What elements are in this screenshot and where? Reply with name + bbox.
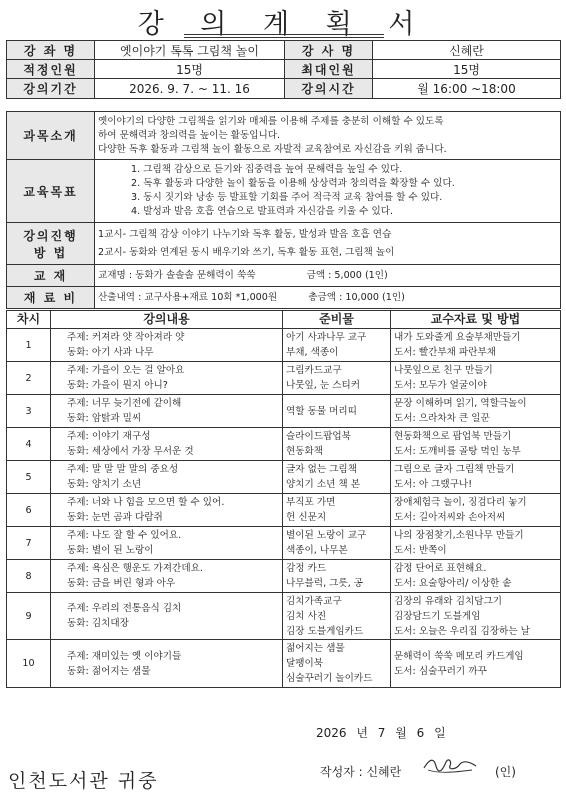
method-line: 현동화책으로 팝업북 만들기 xyxy=(394,431,512,442)
prep-line: 심술꾸러기 놀이카드 xyxy=(286,673,373,684)
content-line: 주제: 나도 잘 할 수 있어요. xyxy=(67,530,182,541)
progress-line: 1교시- 그림책 감상 이야기 나누기와 독후 활동, 발성과 발음 호흡 연습 xyxy=(98,228,392,240)
recipient-organization: 인천도서관 귀중 xyxy=(8,770,159,792)
table-row xyxy=(7,362,561,395)
method-line: 문장 이해하며 읽기, 역할극놀이 xyxy=(394,398,527,409)
method-line: 도서: 반쪽이 xyxy=(394,545,447,556)
session-content xyxy=(51,395,283,428)
prep-line: 헌 신문지 xyxy=(286,512,327,523)
method-line: 장애체험극 놀이, 징검다리 놓기 xyxy=(394,497,527,508)
session-prep xyxy=(283,461,391,494)
prep-line: 달팽이북 xyxy=(286,658,324,669)
content-line: 주제: 말 말 말 말의 중요성 xyxy=(67,464,179,475)
session-method xyxy=(391,640,561,688)
prep-line: 글자 없는 그림책 xyxy=(286,464,357,475)
content-line: 주제: 우리의 전통음식 김치 xyxy=(67,603,182,614)
content-line: 동화: 눈먼 곰과 다람쥐 xyxy=(67,512,163,523)
prep-line: 양치기 소년 책 본 xyxy=(286,479,361,490)
max-capacity-value: 15명 xyxy=(373,60,561,79)
method-line: 나뭇잎으로 친구 만들기 xyxy=(394,365,493,376)
intro-label: 과목소개 xyxy=(7,112,95,160)
session-prep xyxy=(283,428,391,461)
content-line: 동화: 젊어지는 샘물 xyxy=(67,665,151,677)
time-label: 강의시간 xyxy=(285,79,373,99)
session-method xyxy=(391,560,561,593)
session-method xyxy=(391,329,561,362)
table-row xyxy=(7,461,561,494)
session-method xyxy=(391,395,561,428)
schedule-table xyxy=(6,310,561,688)
prep-line: 김치 사진 xyxy=(286,610,327,622)
intro-line: 하여 문해력과 창의력을 높이는 활동입니다. xyxy=(98,129,281,141)
goal-line: 3. 동시 짓기와 낭송 등 발표할 기회를 주어 적극적 교육 참여를 할 수 있다. xyxy=(131,192,443,203)
time-value: 월 16:00 ~18:00 xyxy=(373,79,561,99)
session-prep xyxy=(283,593,391,640)
content-line: 동화: 세상에서 가장 무서운 것 xyxy=(67,446,194,457)
session-content xyxy=(51,593,283,640)
textbook-price: 금액 : 5,000 (1인) xyxy=(306,269,388,281)
prep-line: 김치가족교구 xyxy=(286,595,342,607)
session-method xyxy=(391,527,561,560)
materials-price: 총금액 : 10,000 (1인) xyxy=(308,291,405,303)
writer-line: 작성자 : 신혜란 xyxy=(320,765,402,779)
content-line: 주제: 이야기 재구성 xyxy=(67,431,151,442)
textbook-name: 교재명 : 동화가 솔솔솔 문해력이 쑥쑥 xyxy=(98,269,256,281)
table-row xyxy=(7,640,561,688)
col-header-session: 차시 xyxy=(7,311,51,329)
session-method xyxy=(391,428,561,461)
period-value: 2026. 9. 7. ~ 11. 16 xyxy=(95,79,285,99)
goal-line: 1. 그림책 감상으로 듣기와 집중력을 높여 문해력을 높일 수 있다. xyxy=(131,164,403,175)
method-line: 도서: 빨간부채 파란부채 xyxy=(394,347,497,358)
intro-text xyxy=(95,112,561,160)
materials-detail: 산출내역 : 교구사용+재료 10회 *1,000원 xyxy=(98,291,278,303)
prep-line: 나뭇잎, 눈 스티커 xyxy=(286,380,361,391)
progress-label-line: 방 법 xyxy=(33,245,68,260)
method-line: 도서: 오늘은 우리집 김장하는 날 xyxy=(394,625,530,637)
content-line: 주제: 커져라 얏 작아져라 얏 xyxy=(67,332,185,343)
prep-line: 그림카드교구 xyxy=(286,365,342,376)
max-capacity-label: 최대인원 xyxy=(285,60,373,79)
table-row xyxy=(7,494,561,527)
method-line: 김장의 유래와 김치담그기 xyxy=(394,595,503,607)
prep-line: 현동화책 xyxy=(286,446,324,457)
capacity-value: 15명 xyxy=(95,60,285,79)
session-prep xyxy=(283,527,391,560)
method-line: 도서: 도깨비를 골탕 먹인 농부 xyxy=(394,446,521,457)
progress-text xyxy=(95,223,561,265)
intro-line: 다양한 독후 활동과 그림책 놀이 활동으로 자발적 교육참여로 자신감을 키워 줍니다. xyxy=(98,143,447,155)
content-line: 주제: 재미있는 옛 이야기들 xyxy=(67,650,182,662)
textbook-label: 교 재 xyxy=(7,265,95,287)
session-number: 9 xyxy=(7,593,51,640)
progress-line: 2교시- 동화와 연계된 동시 배우기와 쓰기, 독후 활동 표현, 그림책 놀이 xyxy=(98,246,395,258)
prep-line: 아기 사과나무 교구 xyxy=(286,332,367,343)
session-number: 7 xyxy=(7,527,51,560)
table-row xyxy=(7,428,561,461)
document-title: 강 의 계 획 서 xyxy=(137,9,429,40)
session-content xyxy=(51,329,283,362)
method-line: 도서: 길아저씨와 손아저씨 xyxy=(394,512,506,523)
prep-line: 색종이, 나무본 xyxy=(286,545,348,556)
session-number: 6 xyxy=(7,494,51,527)
content-line: 주제: 가을이 오는 걸 알아요 xyxy=(67,365,185,376)
session-method xyxy=(391,593,561,640)
session-number: 4 xyxy=(7,428,51,461)
prep-line: 슬라이드팝업북 xyxy=(286,431,351,442)
session-number: 2 xyxy=(7,362,51,395)
prep-line: 부채, 색종이 xyxy=(286,347,339,358)
session-content xyxy=(51,527,283,560)
title-underline xyxy=(184,34,384,35)
session-method xyxy=(391,494,561,527)
period-label: 강의기간 xyxy=(7,79,95,99)
session-number: 8 xyxy=(7,560,51,593)
seal-mark: (인) xyxy=(495,765,516,779)
session-number: 10 xyxy=(7,640,51,688)
session-content xyxy=(51,362,283,395)
session-prep xyxy=(283,329,391,362)
progress-label xyxy=(7,223,95,265)
table-row xyxy=(7,560,561,593)
course-name: 옛이야기 톡톡 그림책 놀이 xyxy=(95,41,285,60)
session-prep xyxy=(283,395,391,428)
method-line: 도서: 아 그랬구나! xyxy=(394,479,473,490)
goal-line: 2. 독후 활동과 다양한 놀이 활동을 이용해 상상력과 창의력을 확장할 수 있다. xyxy=(131,178,455,189)
method-line: 도서: 모두가 얼굴이야 xyxy=(394,380,487,391)
signature-icon xyxy=(420,752,480,778)
session-number: 3 xyxy=(7,395,51,428)
session-content xyxy=(51,640,283,688)
content-line: 동화: 양치기 소년 xyxy=(67,479,142,490)
table-row xyxy=(7,593,561,640)
col-header-content: 강의내용 xyxy=(51,311,283,329)
progress-label-line: 강의진행 xyxy=(23,228,78,243)
table-row xyxy=(7,527,561,560)
method-line: 그림으로 글자 그림책 만들기 xyxy=(394,464,515,475)
prep-line: 감정 카드 xyxy=(286,563,327,574)
course-name-label: 강 좌 명 xyxy=(7,41,95,60)
prep-line: 별이된 노랑이 교구 xyxy=(286,530,367,541)
session-prep xyxy=(283,362,391,395)
content-line: 동화: 암탉과 밀씨 xyxy=(67,413,142,424)
content-line: 동화: 김치대장 xyxy=(67,618,129,629)
prep-line: 김장 도블게임카드 xyxy=(286,625,364,637)
session-prep xyxy=(283,494,391,527)
intro-line: 옛이야기의 다양한 그림책을 읽기와 매체를 이용해 주제를 충분히 이해할 수 있도록 xyxy=(98,115,444,127)
content-line: 동화: 금을 버린 형과 아우 xyxy=(67,578,176,589)
prep-line: 젊어지는 샘물 xyxy=(286,643,345,654)
col-header-prep: 준비물 xyxy=(283,311,391,329)
method-line: 문해력이 쑥쑥 메모리 카드게임 xyxy=(394,650,524,662)
session-content xyxy=(51,461,283,494)
header-table xyxy=(6,40,561,99)
prep-line: 나무블럭, 그릇, 공 xyxy=(286,578,364,589)
session-prep xyxy=(283,640,391,688)
content-line: 동화: 가을이 뭔지 아니? xyxy=(67,380,168,391)
prep-line: 부직포 가면 xyxy=(286,497,336,508)
method-line: 감정 단어로 표현해요. xyxy=(394,563,487,574)
session-content xyxy=(51,560,283,593)
method-line: 내가 도와줄게 요술부채만들기 xyxy=(394,332,521,343)
capacity-label: 적정인원 xyxy=(7,60,95,79)
goals-text xyxy=(95,160,561,223)
method-line: 나의 장점찾기,소원나무 만들기 xyxy=(394,530,524,541)
content-line: 동화: 별이 된 노랑이 xyxy=(67,545,154,556)
method-line: 김장담드기 도블게임 xyxy=(394,610,481,622)
instructor-label: 강 사 명 xyxy=(285,41,373,60)
title-underline xyxy=(184,37,384,38)
session-content xyxy=(51,428,283,461)
session-number: 5 xyxy=(7,461,51,494)
session-method xyxy=(391,362,561,395)
content-line: 동화: 아기 사과 나무 xyxy=(67,347,154,358)
goal-line: 4. 발성과 발음 호흡 연습으로 발표력과 자신감을 키울 수 있다. xyxy=(131,206,394,217)
materials-info xyxy=(95,287,561,309)
textbook-info xyxy=(95,265,561,287)
session-number: 1 xyxy=(7,329,51,362)
session-prep xyxy=(283,560,391,593)
session-method xyxy=(391,461,561,494)
materials-label: 재 료 비 xyxy=(7,287,95,309)
table-row xyxy=(7,329,561,362)
content-line: 주제: 너무 늦기전에 같이해 xyxy=(67,398,182,409)
col-header-method: 교수자료 및 방법 xyxy=(391,311,561,329)
goals-label: 교육목표 xyxy=(7,160,95,223)
content-line: 주제: 너와 나 힘을 모으면 할 수 있어. xyxy=(67,497,225,508)
method-line: 도서: 요술항아리/ 이상한 솥 xyxy=(394,578,512,589)
method-line: 도서: 심술꾸러기 까꾸 xyxy=(394,665,487,677)
method-line: 도서: 으라차차 큰 일꾼 xyxy=(394,413,490,424)
session-content xyxy=(51,494,283,527)
content-line: 주제: 욕심은 행운도 가져간데요. xyxy=(67,563,203,574)
prep-line: 역할 동물 머리띠 xyxy=(286,405,357,417)
document-date: 2026 년 7 월 6 일 xyxy=(316,726,446,740)
course-info-table xyxy=(6,111,561,309)
table-row xyxy=(7,395,561,428)
instructor-name: 신혜란 xyxy=(373,41,561,60)
